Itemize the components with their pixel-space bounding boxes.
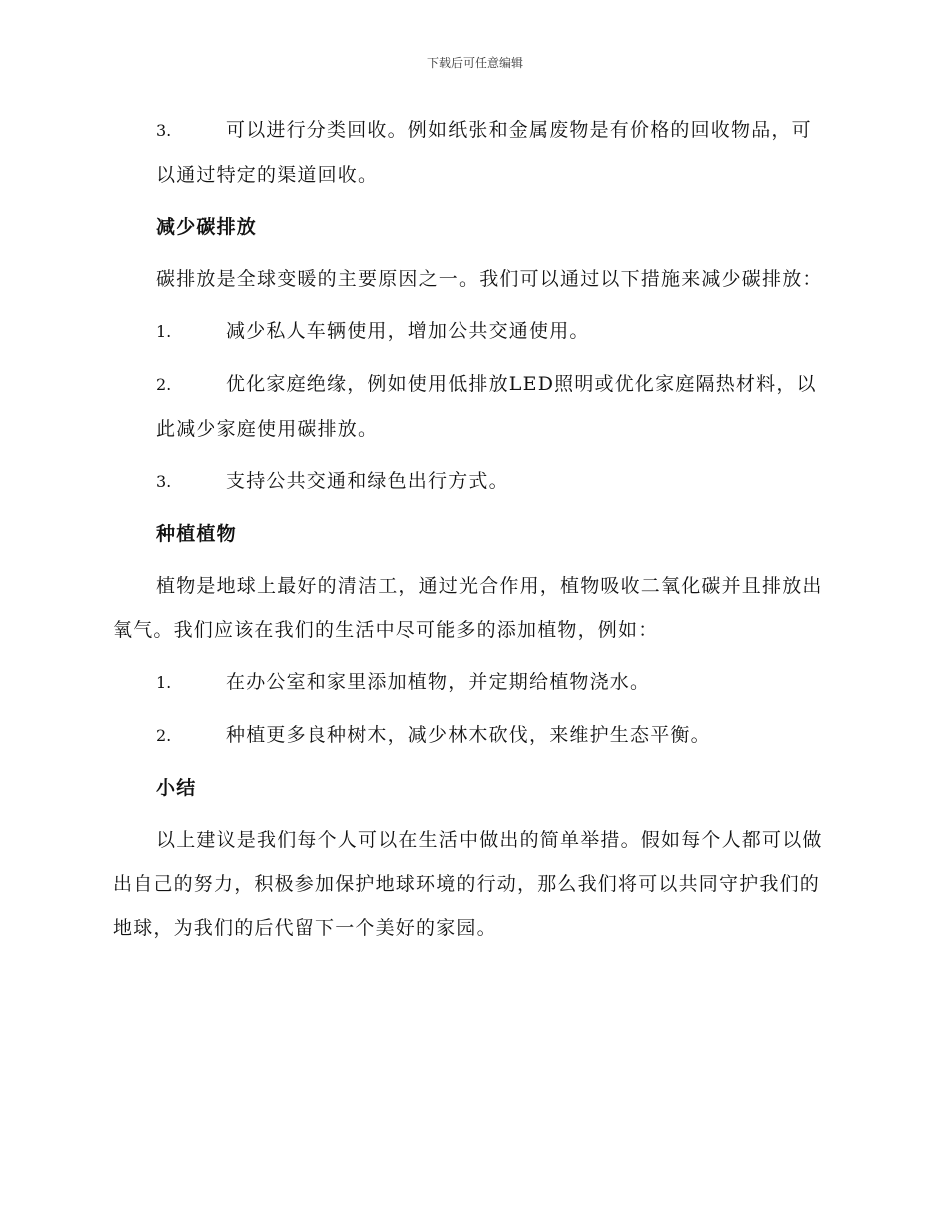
list-number: 1. [156,673,172,692]
section-heading-plant: 种植植物 [156,523,237,545]
list-item-text: 可以进行分类回收。例如纸张和金属废物是有价格的回收物品，可以通过特定的渠道回收。 [156,119,812,186]
paragraph-plant-intro: 植物是地球上最好的清洁工，通过光合作用，植物吸收二氧化碳并且排放出氧气。我们应该在我们的生活中尽可能多的添加植物，例如： [113,575,823,641]
list-item-text: 优化家庭绝缘，例如使用低排放LED照明或优化家庭隔热材料，以此减少家庭使用碳排放。 [156,373,817,440]
list-item-text: 在办公室和家里添加植物，并定期给植物浇水。 [226,671,651,693]
list-number: 2. [156,726,172,745]
paragraph-summary: 以上建议是我们每个人可以在生活中做出的简单举措。假如每个人都可以做出自己的努力，积极参加保护地球环境的行动，那么我们将可以共同守护我们的地球，为我们的后代留下一个美好的家园。 [113,829,823,939]
document-body [113,108,831,950]
list-number: 1. [156,322,172,341]
list-number: 2. [156,375,172,394]
list-item-text: 支持公共交通和绿色出行方式。 [226,470,509,492]
list-item-text: 种植更多良种树木，减少林木砍伐，来维护生态平衡。 [226,724,711,746]
section-heading-summary: 小结 [156,777,197,799]
list-item-plant-1 [113,660,831,705]
list-item-carbon-2 [113,362,831,451]
list-item-text: 减少私人车辆使用，增加公共交通使用。 [226,320,590,342]
list-item-carbon-1 [113,309,831,354]
list-item-plant-2 [113,713,831,758]
list-item-carbon-3 [113,459,831,504]
paragraph-carbon-intro: 碳排放是全球变暖的主要原因之一。我们可以通过以下措施来减少碳排放： [156,268,823,290]
page-header: 下载后可任意编辑 [426,56,523,70]
list-item-recycle-3 [113,108,831,197]
section-heading-reduce-carbon: 减少碳排放 [156,216,258,238]
list-number: 3. [156,472,172,491]
list-number: 3. [156,121,172,140]
